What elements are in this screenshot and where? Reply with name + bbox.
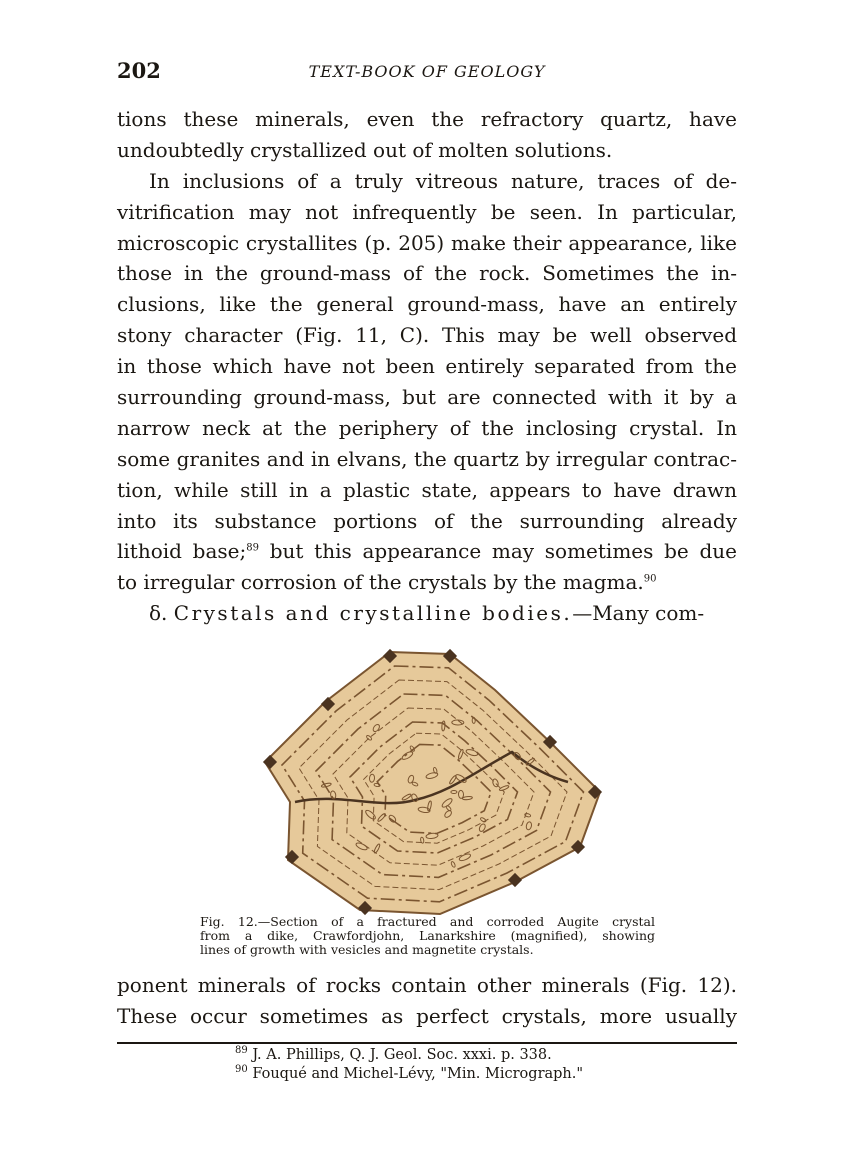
- text-line: some granites and in elvans, the quartz by irregular contrac-: [117, 446, 737, 471]
- crystal-outline: [265, 652, 600, 914]
- crystal-section: [263, 649, 602, 915]
- text-line: microscopic crystallites (p. 205) make their appearance, like: [117, 230, 737, 255]
- figure-caption: [200, 915, 655, 957]
- section-heading-line: [117, 598, 737, 629]
- running-title: TEXT-BOOK OF GEOLOGY: [308, 62, 546, 81]
- footnote-ref-89: 89: [246, 542, 259, 554]
- body-text-top: [117, 104, 737, 629]
- text-line: tions these minerals, even the refractory quartz, have: [117, 107, 737, 131]
- text-line: clusions, like the general ground-mass, have an entirely: [117, 292, 737, 317]
- text-line: In inclusions of a truly vitreous nature, traces of de-: [149, 168, 737, 193]
- text-line: narrow neck at the periphery of the inclosing crystal. In: [117, 415, 737, 440]
- text-line: undoubtedly crystallized out of molten solutions.: [117, 137, 613, 162]
- text-line: those in the ground-mass of the rock. Sometimes the in-: [117, 261, 737, 286]
- text-line: stony character (Fig. 11, C). This may be well observed: [117, 323, 737, 348]
- caption-line: Fig. 12.—Section of a fractured and corroded Augite crystal: [200, 914, 655, 929]
- footnote-text: Fouqué and Michel-Lévy, "Min. Micrograph.": [252, 1066, 584, 1082]
- footnote-rule: [117, 1042, 737, 1044]
- footnote-mark: 90: [235, 1064, 248, 1076]
- footnotes: [235, 1046, 583, 1084]
- text-fragment: lithoid base;: [117, 539, 247, 564]
- footnote-text: J. A. Phillips, Q. J. Geol. Soc. xxxi. p. 338.: [252, 1047, 552, 1063]
- section-heading: Crystals and crystalline bodies.: [173, 601, 573, 626]
- text-line: into its substance portions of the surrounding already: [117, 508, 737, 533]
- caption-line: lines of growth with vesicles and magnetite crystals.: [200, 942, 534, 957]
- footnote-90: [235, 1065, 583, 1084]
- footnote-ref-90: 90: [643, 573, 657, 585]
- body-text-bottom: [117, 970, 737, 1032]
- page-header: [117, 58, 737, 88]
- footnote-mark: 89: [235, 1045, 248, 1057]
- augite-crystal-illustration: [250, 642, 610, 922]
- section-marker: δ.: [149, 601, 168, 626]
- text-line: ponent minerals of rocks contain other minerals (Fig. 12).: [117, 973, 737, 997]
- text-line: surrounding ground-mass, but are connected with it by a: [117, 385, 737, 410]
- text-line: vitrification may not infrequently be seen. In particular,: [117, 199, 737, 224]
- text-line: tion, while still in a plastic state, appears to have drawn: [117, 477, 737, 502]
- text-line-ref-89: [117, 536, 737, 567]
- text-line: These occur sometimes as perfect crystals, more usually: [117, 1003, 737, 1028]
- text-fragment: to irregular corrosion of the crystals by the magma.: [117, 570, 644, 595]
- footnote-89: [235, 1046, 583, 1065]
- caption-line: from a dike, Crawfordjohn, Lanarkshire (magnified), showing: [200, 928, 655, 943]
- text-line-ref-90: [117, 567, 737, 598]
- text-line: in those which have not been entirely separated from the: [117, 354, 737, 379]
- page-number: 202: [117, 58, 161, 83]
- text-fragment: —Many com-: [572, 601, 705, 626]
- text-fragment: but this appearance may sometimes be due: [258, 539, 737, 564]
